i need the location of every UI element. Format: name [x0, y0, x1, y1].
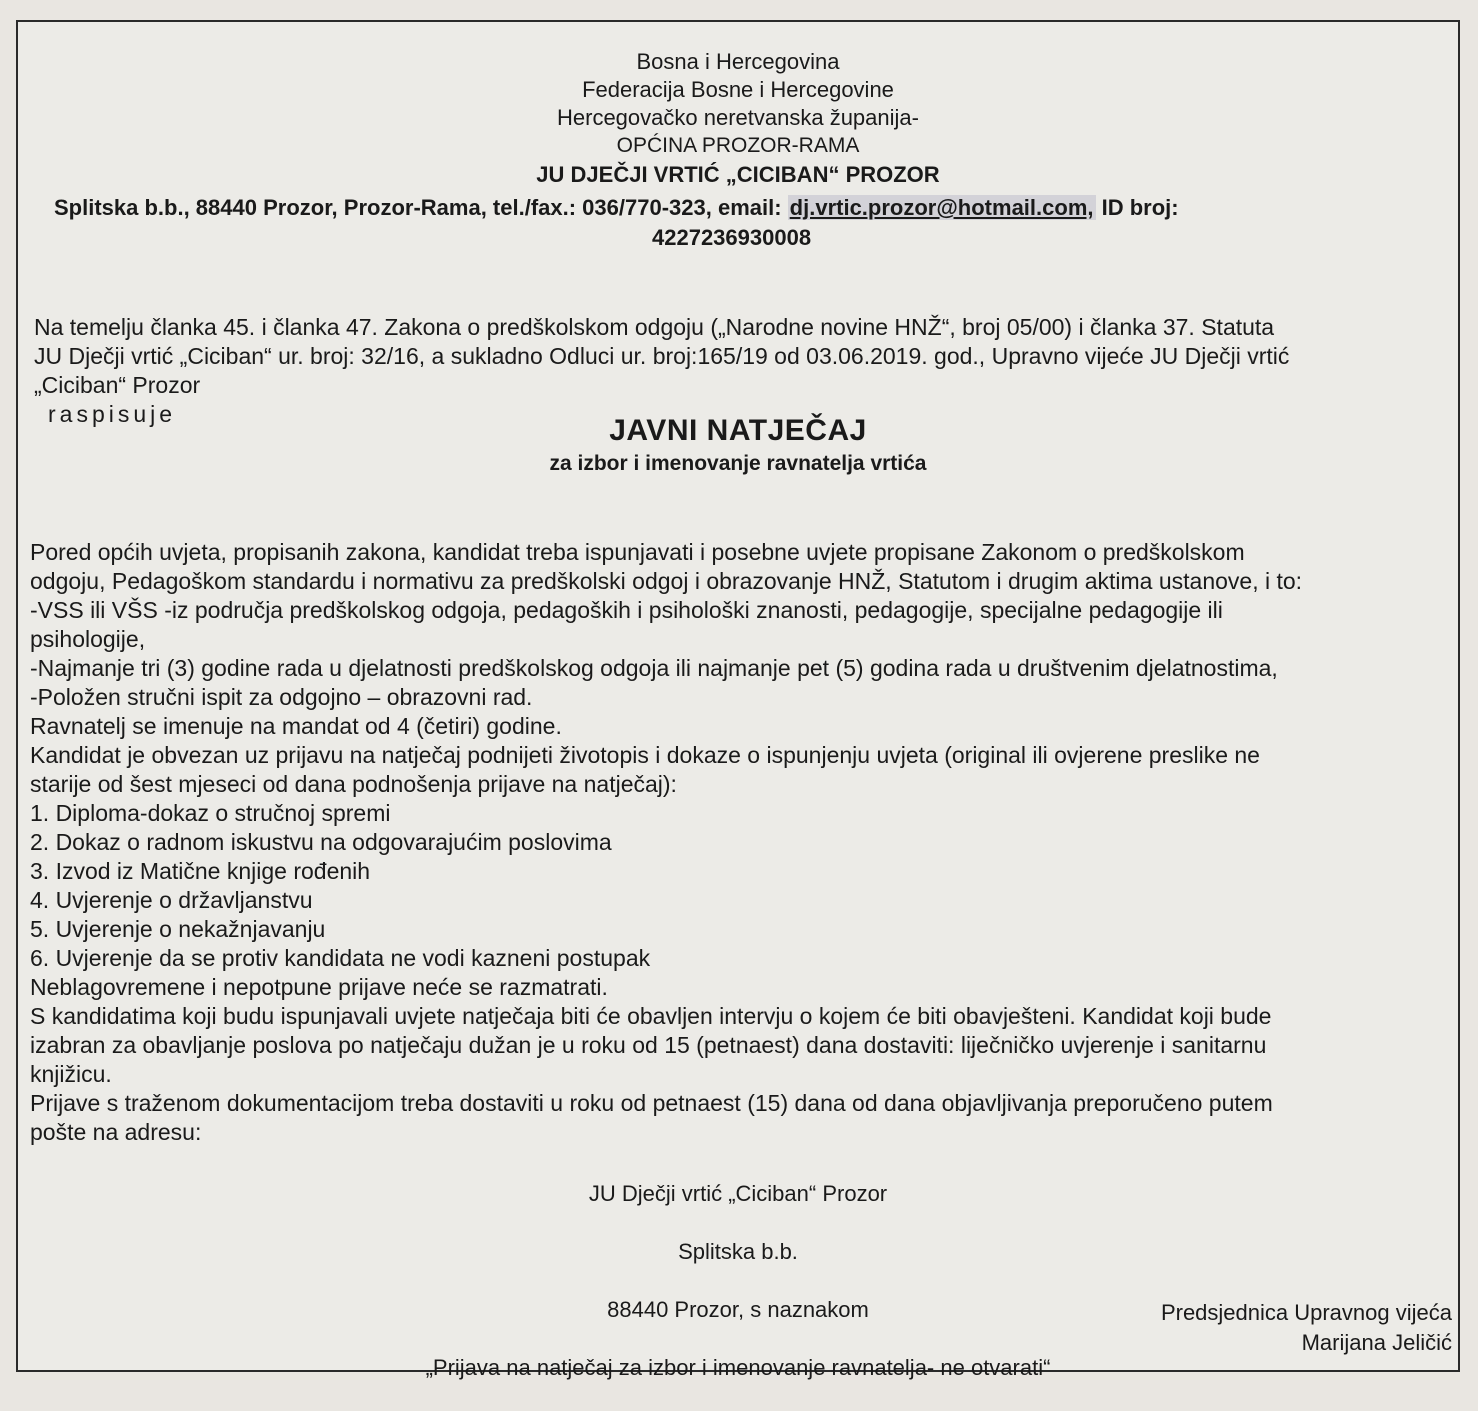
id-number: 4227236930008 — [652, 225, 812, 250]
intro-paragraph — [34, 284, 1454, 429]
address-line-1: JU Dječji vrtić „Ciciban“ Prozor — [588, 1181, 888, 1206]
header-contact-line — [54, 194, 1454, 222]
page-subtitle: za izbor i imenovanje ravnatelja vrtića — [549, 452, 927, 475]
header-country: Bosna i Hercegovina — [636, 49, 840, 74]
signature-name: Marijana Jeličić — [1301, 1330, 1452, 1355]
address-block — [18, 1150, 1458, 1411]
email-link[interactable]: dj.vrtic.prozor@hotmail.com, — [789, 195, 1094, 220]
id-label: ID broj: — [1101, 195, 1179, 220]
address-line-2: Splitska b.b. — [678, 1239, 798, 1264]
job-advertisement — [16, 20, 1460, 1380]
contact-address: Splitska b.b., 88440 Prozor, Prozor-Rama, tel./fax.: 036/770-323, email: — [54, 195, 782, 220]
signature-role: Predsjednica Upravnog vijeća — [1160, 1300, 1452, 1325]
body-conditions: Pored općih uvjeta, propisanih zakona, kandidat treba ispunjavati i posebne uvjete propisane Zakonom o predškolskom odgoju, Pedagoškom standardu i normativu za predškolski odgoj i obrazovanje HNŽ, Statutom i drugim aktima ustanove, i to: -VSS ili VŠS -iz područja predškolskog odgoja, pedagoških i psihološki znanosti, pedagogije, specijalne pedagogije ili psihologije, -Najmanje tri (3) godine rada u djelatnosti predškolskog odgoja ili najmanje pet (5) godina rada u društvenim djelatnostima, -Položen stručni ispit za odgojno – obrazovni rad. Ravnatelj se imenuje na mandat od 4 (četiri) godine. Kandidat je obvezan uz prijavu na natječaj podnijeti životopis i dokaze o ispunjenju uvjeta (original ili ovjerene preslike ne starije od šest mjeseci od dana podnošenja prijave na natječaj): 1. Diploma-dokaz o stručnoj spremi 2. Dokaz o radnom iskustvu na odgovarajućim poslovima 3. Izvod iz Matične knjige rođenih 4. Uvjerenje o državljanstvu 5. Uvjerenje o nekažnjavanju 6. Uvjerenje da se protiv kandidata ne vodi kazneni postupak Neblagovremene i nepotpune prijave neće se razmatrati. S kandidatima koji budu ispunjavali uvjete natječaja biti će obavljen intervju o kojem će biti obavješteni. Kandidat koji bude izabran za obavljanje poslova po natječaju dužan je u roku od 15 (petnaest) dana dostaviti: liječničko uvjerenje i sanitarnu knjižicu. Prijave s traženom dokumentacijom treba dostaviti u roku od petnaest (15) dana od dana objavljivanja preporučeno putem pošte na adresu: — [30, 539, 1303, 1145]
header-municipality: OPĆINA PROZOR-RAMA — [616, 134, 860, 157]
intro-announce: raspisuje — [48, 401, 177, 427]
header-canton: Hercegovačko neretvanska županija- — [557, 105, 919, 130]
signature-block — [1161, 1298, 1452, 1358]
intro-text: Na temelju članka 45. i članka 47. Zakona o predškolskom odgoju („Narodne novine HNŽ“, broj 05/00) i članka 37. Statuta JU Dječji vrtić „Ciciban“ ur. broj: 32/16, a sukladno Odluci ur. broj:165/19 od 03.06.2019. god., Upravno vijeće JU Dječji vrtić „Ciciban“ Prozor — [34, 314, 1290, 398]
header-federation: Federacija Bosne i Hercegovine — [582, 77, 894, 102]
address-line-3: 88440 Prozor, s naznakom — [607, 1297, 869, 1322]
page-title: JAVNI NATJEČAJ — [609, 414, 867, 447]
address-line-4: „Prijava na natječaj za izbor i imenovanje ravnatelja- ne otvarati“ — [425, 1355, 1051, 1380]
header-institution: JU DJEČJI VRTIĆ „CICIBAN“ PROZOR — [536, 162, 940, 187]
